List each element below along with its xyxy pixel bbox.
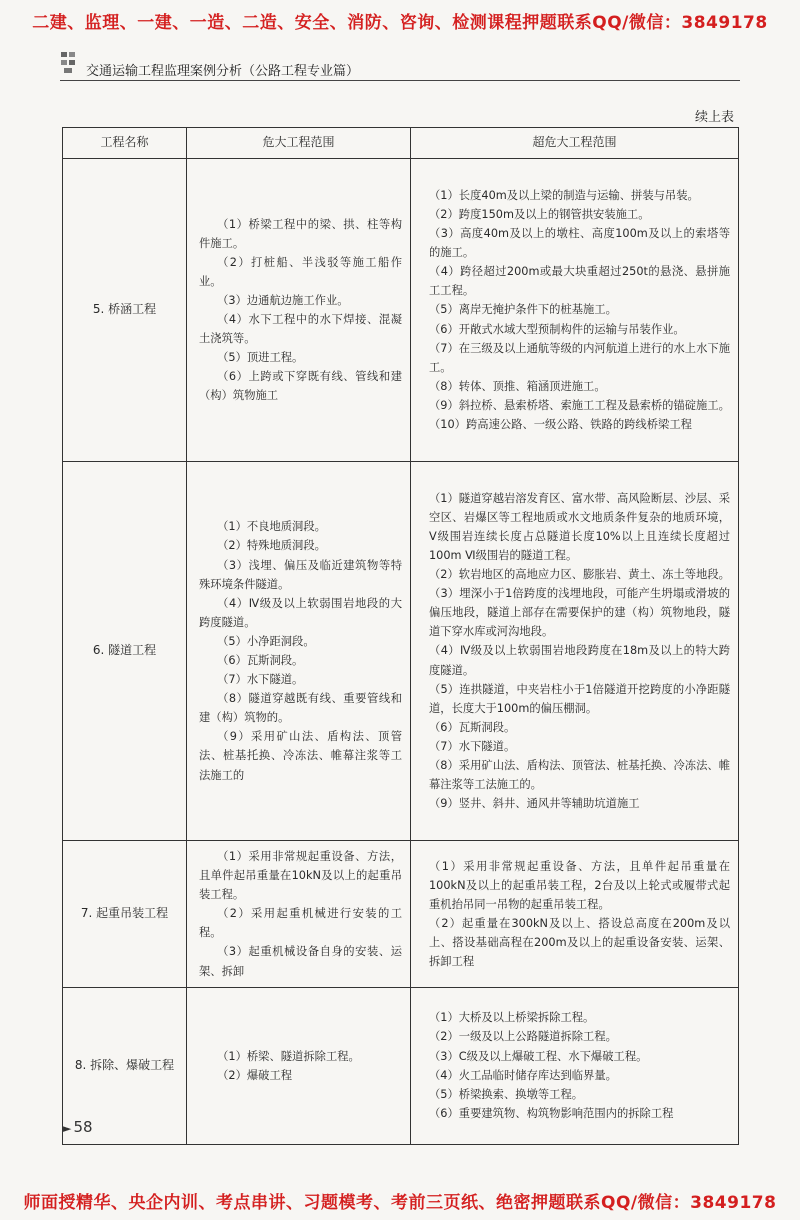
list-item: （5）小净距洞段。: [217, 634, 315, 648]
list-item: （3）起重机械设备自身的安装、运架、拆卸: [199, 945, 402, 978]
list-item: （7）在三级及以上通航等级的内河航道上进行的水上水下施工。: [429, 341, 730, 374]
list-item: （1）大桥及以上桥梁拆除工程。: [429, 1011, 595, 1025]
row-project-name: 6. 隧道工程: [63, 462, 187, 841]
list-item: （3）高度40m及以上的墩柱、高度100m及以上的索塔等的施工。: [429, 227, 730, 260]
list-item: （4）跨径超过200m或最大块重超过250t的悬浇、悬拼施工工程。: [429, 265, 730, 298]
list-item: （2）起重量在300kN及以上、搭设总高度在200m及以上、搭设基础高程在200m及以上的起重设备安装、运架、拆卸工程: [429, 916, 730, 969]
list-item: （9）斜拉桥、悬索桥塔、索施工工程及悬索桥的锚碇施工。: [429, 398, 730, 412]
list-item: （1）长度40m及以上梁的制造与运输、拼装与吊装。: [429, 188, 699, 202]
list-item: （3）浅埋、偏压及临近建筑物等特殊环境条件隧道。: [199, 558, 402, 591]
header-danger-scope: 危大工程范围: [187, 128, 411, 159]
list-item: （2）软岩地区的高地应力区、膨胀岩、黄土、冻土等地段。: [429, 568, 730, 582]
list-item: （4）火工品临时储存库达到临界量。: [429, 1068, 617, 1082]
list-item: （2）一级及以上公路隧道拆除工程。: [429, 1030, 617, 1044]
book-header: [60, 50, 740, 84]
list-item: （6）重要建筑物、构筑物影响范围内的拆除工程: [429, 1106, 674, 1120]
page-number-text: 58: [73, 1118, 93, 1136]
list-item: （7）水下隧道。: [429, 739, 516, 753]
list-item: （2）爆破工程: [217, 1068, 293, 1082]
list-item: （1）采用非常规起重设备、方法，且单件起吊重量在10kN及以上的起重吊装工程。: [199, 850, 402, 902]
promo-banner-bottom: 师面授精华、央企内训、考点串讲、习题模考、考前三页纸、绝密押题联系QQ/微信：3849178: [23, 1193, 777, 1213]
page-arrow-icon: ►: [63, 1122, 72, 1135]
hazard-scope-table: [62, 127, 739, 1145]
list-item: （5）连拱隧道，中夹岩柱小于1倍隧道开挖跨度的小净距隧道，长度大于100m的偏压棚洞。: [429, 682, 730, 715]
list-item: （9）竖井、斜井、通风井等辅助坑道施工: [429, 797, 640, 811]
row-super-danger-scope: [411, 987, 739, 1144]
list-item: （5）桥梁换索、换墩等工程。: [429, 1087, 584, 1101]
page-number: [63, 1118, 93, 1136]
book-logo-icon: [60, 50, 84, 80]
list-item: （3）C级及以上爆破工程、水下爆破工程。: [429, 1049, 648, 1063]
list-item: （4）Ⅳ级及以上软弱围岩地段跨度在18m及以上的特大跨度隧道。: [429, 644, 730, 677]
list-item: （2）采用起重机械进行安装的工程。: [199, 907, 402, 940]
list-item: （6）瓦斯洞段。: [429, 720, 516, 734]
list-item: （8）采用矿山法、盾构法、顶管法、桩基托换、冷冻法、帷幕注浆等工法施工的。: [429, 759, 730, 792]
list-item: （6）瓦斯洞段。: [217, 654, 304, 667]
row-project-name: 5. 桥涵工程: [63, 159, 187, 462]
table-header-row: [63, 128, 739, 159]
table-row: [63, 462, 739, 841]
list-item: （4）水下工程中的水下焊接、混凝土浇筑等。: [199, 313, 402, 346]
list-item: （2）打桩船、半浅驳等施工船作业。: [199, 255, 402, 288]
list-item: （5）离岸无掩护条件下的桩基施工。: [429, 303, 617, 317]
list-item: （10）跨高速公路、一级公路、铁路的跨线桥梁工程: [429, 418, 692, 432]
row-project-name: 7. 起重吊装工程: [63, 841, 187, 988]
table-row: [63, 159, 739, 462]
list-item: （1）桥梁工程中的梁、拱、柱等构件施工。: [199, 217, 402, 250]
list-item: （9）采用矿山法、盾构法、顶管法、桩基托换、冷冻法、帷幕注浆等工法施工的: [199, 730, 402, 782]
table-row: [63, 987, 739, 1144]
row-super-danger-scope: [411, 841, 739, 988]
promo-banner-top: 二建、监理、一建、一造、二造、安全、消防、咨询、检测课程押题联系QQ/微信：3849178: [32, 13, 768, 33]
row-project-name: 8. 拆除、爆破工程: [63, 987, 187, 1144]
row-danger-scope: [187, 987, 411, 1144]
row-danger-scope: [187, 159, 411, 462]
list-item: （8）隧道穿越既有线、重要管线和建（构）筑物的。: [199, 692, 402, 725]
list-item: （6）开敞式水域大型预制构件的运输与吊装作业。: [429, 322, 685, 336]
row-super-danger-scope: [411, 159, 739, 462]
row-danger-scope: [187, 462, 411, 841]
list-item: （5）顶进工程。: [217, 351, 304, 365]
list-item: （1）不良地质洞段。: [217, 520, 326, 534]
header-super-danger-scope: 超危大工程范围: [411, 128, 739, 159]
list-item: （4）Ⅳ级及以上软弱围岩地段的大跨度隧道。: [199, 596, 402, 629]
list-item: （2）跨度150m及以上的钢管拱安装施工。: [429, 207, 650, 221]
book-title: 交通运输工程监理案例分析（公路工程专业篇）: [86, 64, 360, 79]
table-continuation-label: 续上表: [694, 110, 734, 125]
list-item: （8）转体、顶推、箱涵顶进施工。: [429, 379, 606, 393]
row-super-danger-scope: [411, 462, 739, 841]
header-divider: [60, 80, 740, 81]
list-item: （1）采用非常规起重设备、方法，且单件起吊重量在100kN及以上的起重吊装工程，2台及以上轮式或履带式起重机抬吊同一吊物的起重吊装工程。: [429, 859, 730, 911]
list-item: （1）桥梁、隧道拆除工程。: [217, 1049, 360, 1063]
header-project-name: 工程名称: [63, 128, 187, 159]
table-row: [63, 841, 739, 988]
row-danger-scope: [187, 841, 411, 988]
list-item: （3）埋深小于1倍跨度的浅埋地段，可能产生坍塌或滑坡的偏压地段，隧道上部存在需要保护的建（构）筑物地段，隧道下穿水库或河沟地段。: [429, 587, 730, 639]
list-item: （1）隧道穿越岩溶发育区、富水带、高风险断层、沙层、采空区、岩爆区等工程地质或水文地质条件复杂的地质环境，Ⅴ级围岩连续长度占总隧道长度10%以上且连续长度超过100m Ⅵ级围岩的隧道工程。: [429, 491, 730, 562]
list-item: （7）水下隧道。: [217, 673, 304, 687]
list-item: （3）边通航边施工作业。: [217, 293, 349, 307]
list-item: （6）上跨或下穿既有线、管线和建（构）筑物施工: [199, 370, 402, 403]
list-item: （2）特殊地质洞段。: [217, 539, 326, 553]
